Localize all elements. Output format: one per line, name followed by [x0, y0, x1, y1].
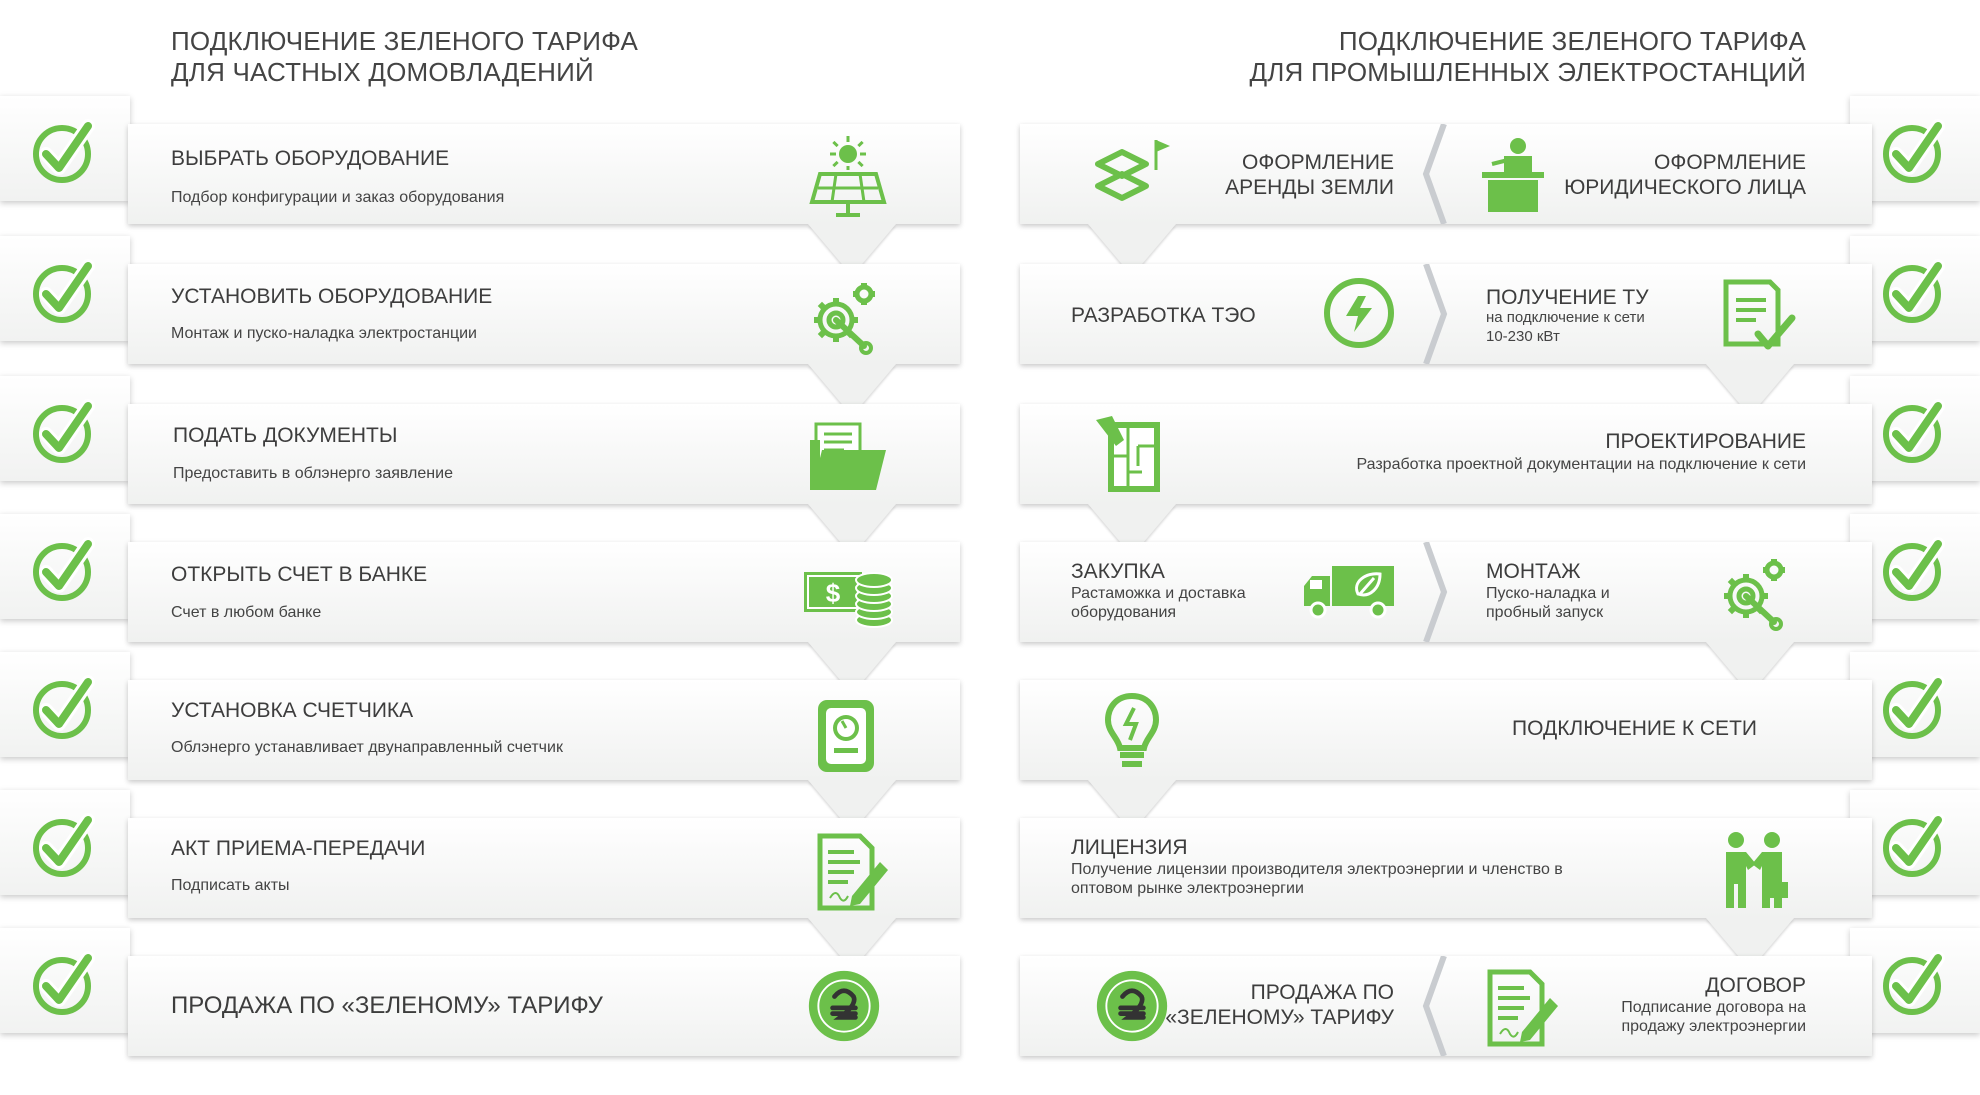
handshake-icon — [1718, 830, 1794, 910]
step-title: УСТАНОВКА СЧЕТЧИКА — [171, 699, 414, 722]
step-subtitle: Получение лицензии производителя электроэнергии и членство в оптовом рынке электроэнергии — [1071, 861, 1563, 897]
chevron-divider — [1422, 124, 1450, 224]
blueprint-icon — [1094, 416, 1166, 496]
step-title: ПОЛУЧЕНИЕ ТУ — [1486, 286, 1649, 309]
step-subtitle: Монтаж и пуско-наладка электростанции — [171, 325, 477, 342]
step-title: ДОГОВОР — [1705, 974, 1806, 997]
folder-icon — [808, 420, 888, 496]
right-column-title: ПОДКЛЮЧЕНИЕ ЗЕЛЕНОГО ТАРИФА ДЛЯ ПРОМЫШЛЕННЫХ ЭЛЕКТРОСТАНЦИЙ — [1249, 26, 1806, 87]
green-tariff-seal-icon — [1094, 968, 1170, 1044]
document-sign-icon — [810, 832, 890, 912]
step-title: ОФОРМЛЕНИЕ АРЕНДЫ ЗЕМЛИ — [1225, 151, 1394, 199]
chevron-divider — [1422, 956, 1450, 1056]
checkmark-icon — [0, 236, 130, 341]
checkmark-icon — [0, 514, 130, 619]
step-subtitle: Облэнерго устанавливает двунаправленный счетчик — [171, 739, 563, 756]
step-title: ПРОДАЖА ПО «ЗЕЛЕНОМУ» ТАРИФУ — [1165, 981, 1394, 1029]
land-plot-icon — [1094, 136, 1178, 214]
checkmark-icon — [0, 790, 130, 895]
left-column-title: ПОДКЛЮЧЕНИЕ ЗЕЛЕНОГО ТАРИФА ДЛЯ ЧАСТНЫХ ДОМОВЛАДЕНИЙ — [171, 26, 639, 87]
step-title: ВЫБРАТЬ ОБОРУДОВАНИЕ — [171, 147, 450, 170]
step-subtitle: Пуско-наладка и пробный запуск — [1486, 585, 1610, 621]
step-title: ОФОРМЛЕНИЕ ЮРИДИЧЕСКОГО ЛИЦА — [1564, 151, 1806, 199]
podium-speaker-icon — [1478, 136, 1548, 214]
lightning-circle-icon — [1322, 276, 1396, 350]
step-title: УСТАНОВИТЬ ОБОРУДОВАНИЕ — [171, 285, 493, 308]
gear-wrench-icon — [1716, 552, 1796, 632]
checkmark-icon — [0, 376, 130, 481]
gear-wrench-icon — [806, 276, 886, 356]
green-tariff-seal-icon — [806, 968, 882, 1044]
money-icon — [802, 568, 894, 630]
step-subtitle: Счет в любом банке — [171, 604, 322, 621]
checkmark-icon — [0, 96, 130, 201]
step-title: ЗАКУПКА — [1071, 560, 1165, 583]
checkmark-icon — [0, 928, 130, 1033]
step-title: ЛИЦЕНЗИЯ — [1071, 836, 1188, 859]
step-title: ПОДКЛЮЧЕНИЕ К СЕТИ — [1512, 717, 1757, 740]
checkmark-icon — [0, 652, 130, 757]
step-subtitle: Подписать акты — [171, 877, 290, 894]
step-title: ПРОЕКТИРОВАНИЕ — [1605, 430, 1806, 453]
step-title: РАЗРАБОТКА ТЭО — [1071, 304, 1256, 327]
step-subtitle: Разработка проектной документации на подключение к сети — [1356, 456, 1806, 473]
step-subtitle: Подбор конфигурации и заказ оборудования — [171, 189, 505, 206]
step-title: МОНТАЖ — [1486, 560, 1581, 583]
step-subtitle: Предоставить в облэнерго заявление — [173, 465, 453, 482]
meter-icon — [814, 696, 878, 776]
step-title: ОТКРЫТЬ СЧЕТ В БАНКЕ — [171, 563, 428, 586]
checklist-icon — [1720, 278, 1796, 356]
step-subtitle: на подключение к сети 10-230 кВт — [1486, 309, 1645, 345]
svg-text:$: $ — [825, 578, 841, 608]
step-title: ПРОДАЖА ПО «ЗЕЛЕНОМУ» ТАРИФУ — [171, 992, 603, 1019]
chevron-divider — [1422, 542, 1450, 642]
step-subtitle: Растаможка и доставка оборудования — [1071, 585, 1246, 621]
chevron-divider — [1422, 264, 1450, 364]
document-sign-icon — [1480, 968, 1560, 1048]
delivery-truck-icon — [1302, 564, 1396, 620]
step-title: АКТ ПРИЕМА-ПЕРЕДАЧИ — [171, 837, 426, 860]
step-subtitle: Подписание договора на продажу электроэнергии — [1621, 999, 1806, 1035]
solar-panel-icon — [808, 136, 888, 218]
step-title: ПОДАТЬ ДОКУМЕНТЫ — [173, 424, 398, 447]
light-bulb-icon — [1104, 692, 1160, 772]
